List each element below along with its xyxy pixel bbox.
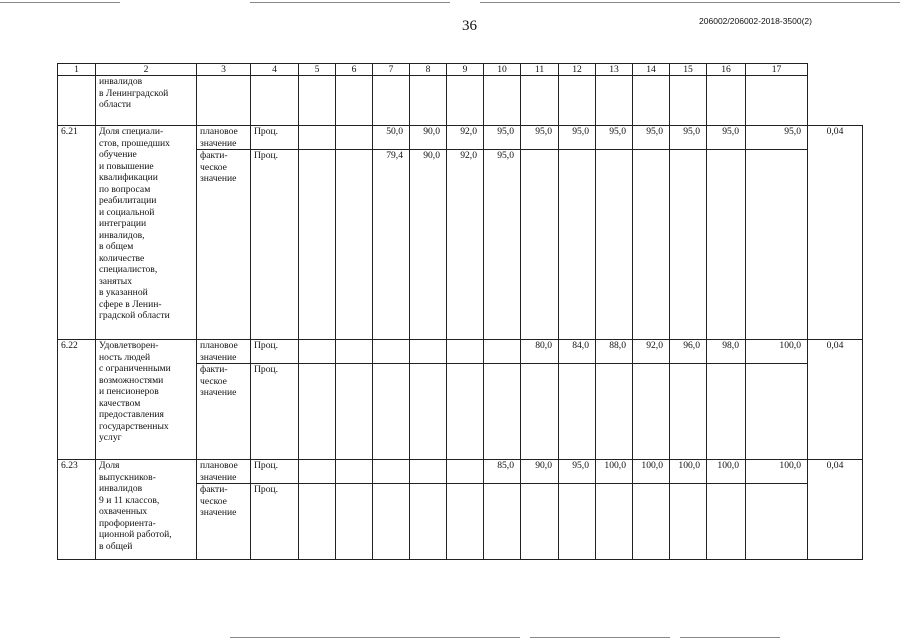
fact-value-cell (484, 484, 521, 560)
fact-value-cell (707, 150, 746, 340)
column-number: 12 (559, 64, 596, 76)
column-number-row (58, 64, 863, 76)
fact-value-label: факти- ческое значение (197, 484, 251, 560)
plan-value-cell: 95,0 (559, 460, 596, 484)
plan-value-cell: 100,0 (633, 460, 670, 484)
plan-value-cell: 95,0 (484, 126, 521, 150)
plan-value-cell: 84,0 (559, 340, 596, 364)
plan-value-cell: 100,0 (670, 460, 707, 484)
column-number: 4 (251, 64, 299, 76)
fact-value-cell (336, 150, 373, 340)
fact-value-cell (670, 150, 707, 340)
plan-value-cell (410, 460, 447, 484)
plan-value-cell: 90,0 (521, 460, 559, 484)
indicator-plan-row (58, 340, 863, 364)
fact-value-cell (373, 364, 410, 460)
plan-value-cell: 95,0 (670, 126, 707, 150)
scan-edge-line (0, 2, 120, 3)
plan-value-label: плановое значение (197, 460, 251, 484)
indicator-number: 6.23 (58, 460, 96, 560)
fact-value-cell (746, 150, 808, 340)
plan-value-cell: 95,0 (707, 126, 746, 150)
fact-value-cell (447, 364, 484, 460)
unit-cell: Проц. (251, 340, 299, 364)
plan-value-cell: 50,0 (373, 126, 410, 150)
column-number: 3 (197, 64, 251, 76)
plan-value-cell: 100,0 (746, 460, 808, 484)
plan-value-cell: 95,0 (746, 126, 808, 150)
fact-value-cell (373, 484, 410, 560)
fact-value-label: факти- ческое значение (197, 150, 251, 340)
fact-value-cell (596, 150, 633, 340)
plan-value-cell: 96,0 (670, 340, 707, 364)
indicator-name: Доля выпускников- инвалидов 9 и 11 классов, охваченных профориента- ционной работой, в общей (96, 460, 197, 560)
fact-value-cell (410, 364, 447, 460)
column-number: 10 (484, 64, 521, 76)
plan-value-cell (299, 126, 336, 150)
column-number: 14 (633, 64, 670, 76)
scan-edge-line (530, 637, 670, 638)
scan-edge-line (250, 2, 450, 3)
plan-value-cell (336, 126, 373, 150)
scan-edge-line (480, 2, 900, 3)
unit-cell: Проц. (251, 460, 299, 484)
plan-value-label: плановое значение (197, 340, 251, 364)
plan-value-cell (447, 460, 484, 484)
column-number: 8 (410, 64, 447, 76)
plan-value-cell: 100,0 (707, 460, 746, 484)
fact-value-cell (521, 484, 559, 560)
column-number: 9 (447, 64, 484, 76)
fact-value-cell (596, 364, 633, 460)
plan-value-label: плановое значение (197, 126, 251, 150)
indicator-name: Удовлетворен- ность людей с ограниченными возможностями и пенсионеров качеством предоставления государственных услуг (96, 340, 197, 460)
fact-value-cell (670, 364, 707, 460)
fact-value-cell (559, 484, 596, 560)
fact-value-cell (299, 150, 336, 340)
plan-value-cell: 95,0 (521, 126, 559, 150)
fact-value-cell (521, 150, 559, 340)
plan-value-cell (299, 340, 336, 364)
continuation-row (58, 76, 863, 126)
fact-value-cell (299, 364, 336, 460)
fact-value-cell (746, 364, 808, 460)
indicator-number: 6.21 (58, 126, 96, 340)
indicator-plan-row (58, 460, 863, 484)
column-number: 1 (58, 64, 96, 76)
fact-value-cell (447, 484, 484, 560)
column-number: 17 (746, 64, 808, 76)
weight-cell: 0,04 (808, 340, 863, 460)
fact-value-cell (484, 364, 521, 460)
unit-cell: Проц. (251, 150, 299, 340)
document-code: 206002/206002-2018-3500(2) (699, 16, 812, 26)
fact-value-cell (596, 484, 633, 560)
plan-value-cell: 95,0 (559, 126, 596, 150)
scan-edge-line (680, 637, 780, 638)
fact-value-cell (336, 484, 373, 560)
fact-value-cell: 79,4 (373, 150, 410, 340)
column-number: 7 (373, 64, 410, 76)
plan-value-cell (373, 460, 410, 484)
column-number: 15 (670, 64, 707, 76)
column-number: 6 (336, 64, 373, 76)
column-number: 5 (299, 64, 336, 76)
indicators-table (57, 63, 863, 560)
plan-value-cell: 85,0 (484, 460, 521, 484)
fact-value-cell (299, 484, 336, 560)
indicator-name: Доля специали- стов, прошедших обучение и повышение квалификации по вопросам реабилитации и социальной интеграции инвалидов, в общем количестве специалистов, занятых в указанной сфере в Ленин- градской области (96, 126, 197, 340)
fact-value-cell (559, 364, 596, 460)
plan-value-cell: 95,0 (596, 126, 633, 150)
indicator-name-continued: инвалидов в Ленинградской области (96, 76, 197, 126)
weight-cell: 0,04 (808, 126, 863, 340)
plan-value-cell (336, 340, 373, 364)
unit-cell: Проц. (251, 484, 299, 560)
fact-value-label: факти- ческое значение (197, 364, 251, 460)
fact-value-cell (633, 364, 670, 460)
fact-value-cell (633, 484, 670, 560)
fact-value-cell (336, 364, 373, 460)
weight-cell: 0,04 (808, 460, 863, 560)
page-number: 36 (462, 18, 477, 34)
fact-value-cell: 95,0 (484, 150, 521, 340)
scan-edge-line (230, 637, 520, 638)
fact-value-cell (559, 150, 596, 340)
plan-value-cell: 90,0 (410, 126, 447, 150)
plan-value-cell (299, 460, 336, 484)
plan-value-cell: 92,0 (447, 126, 484, 150)
column-number: 11 (521, 64, 559, 76)
indicator-plan-row (58, 126, 863, 150)
fact-value-cell: 90,0 (410, 150, 447, 340)
fact-value-cell (746, 484, 808, 560)
fact-value-cell (410, 484, 447, 560)
fact-value-cell (633, 150, 670, 340)
column-number: 13 (596, 64, 633, 76)
plan-value-cell: 80,0 (521, 340, 559, 364)
fact-value-cell (521, 364, 559, 460)
fact-value-cell (707, 364, 746, 460)
fact-value-cell (670, 484, 707, 560)
indicator-number: 6.22 (58, 340, 96, 460)
plan-value-cell (336, 460, 373, 484)
plan-value-cell: 88,0 (596, 340, 633, 364)
plan-value-cell (484, 340, 521, 364)
plan-value-cell: 98,0 (707, 340, 746, 364)
plan-value-cell (410, 340, 447, 364)
plan-value-cell: 100,0 (596, 460, 633, 484)
fact-value-cell: 92,0 (447, 150, 484, 340)
fact-value-cell (707, 484, 746, 560)
unit-cell: Проц. (251, 126, 299, 150)
plan-value-cell: 92,0 (633, 340, 670, 364)
plan-value-cell: 100,0 (746, 340, 808, 364)
plan-value-cell (447, 340, 484, 364)
column-number: 16 (707, 64, 746, 76)
plan-value-cell (373, 340, 410, 364)
plan-value-cell: 95,0 (633, 126, 670, 150)
unit-cell: Проц. (251, 364, 299, 460)
column-number: 2 (96, 64, 197, 76)
